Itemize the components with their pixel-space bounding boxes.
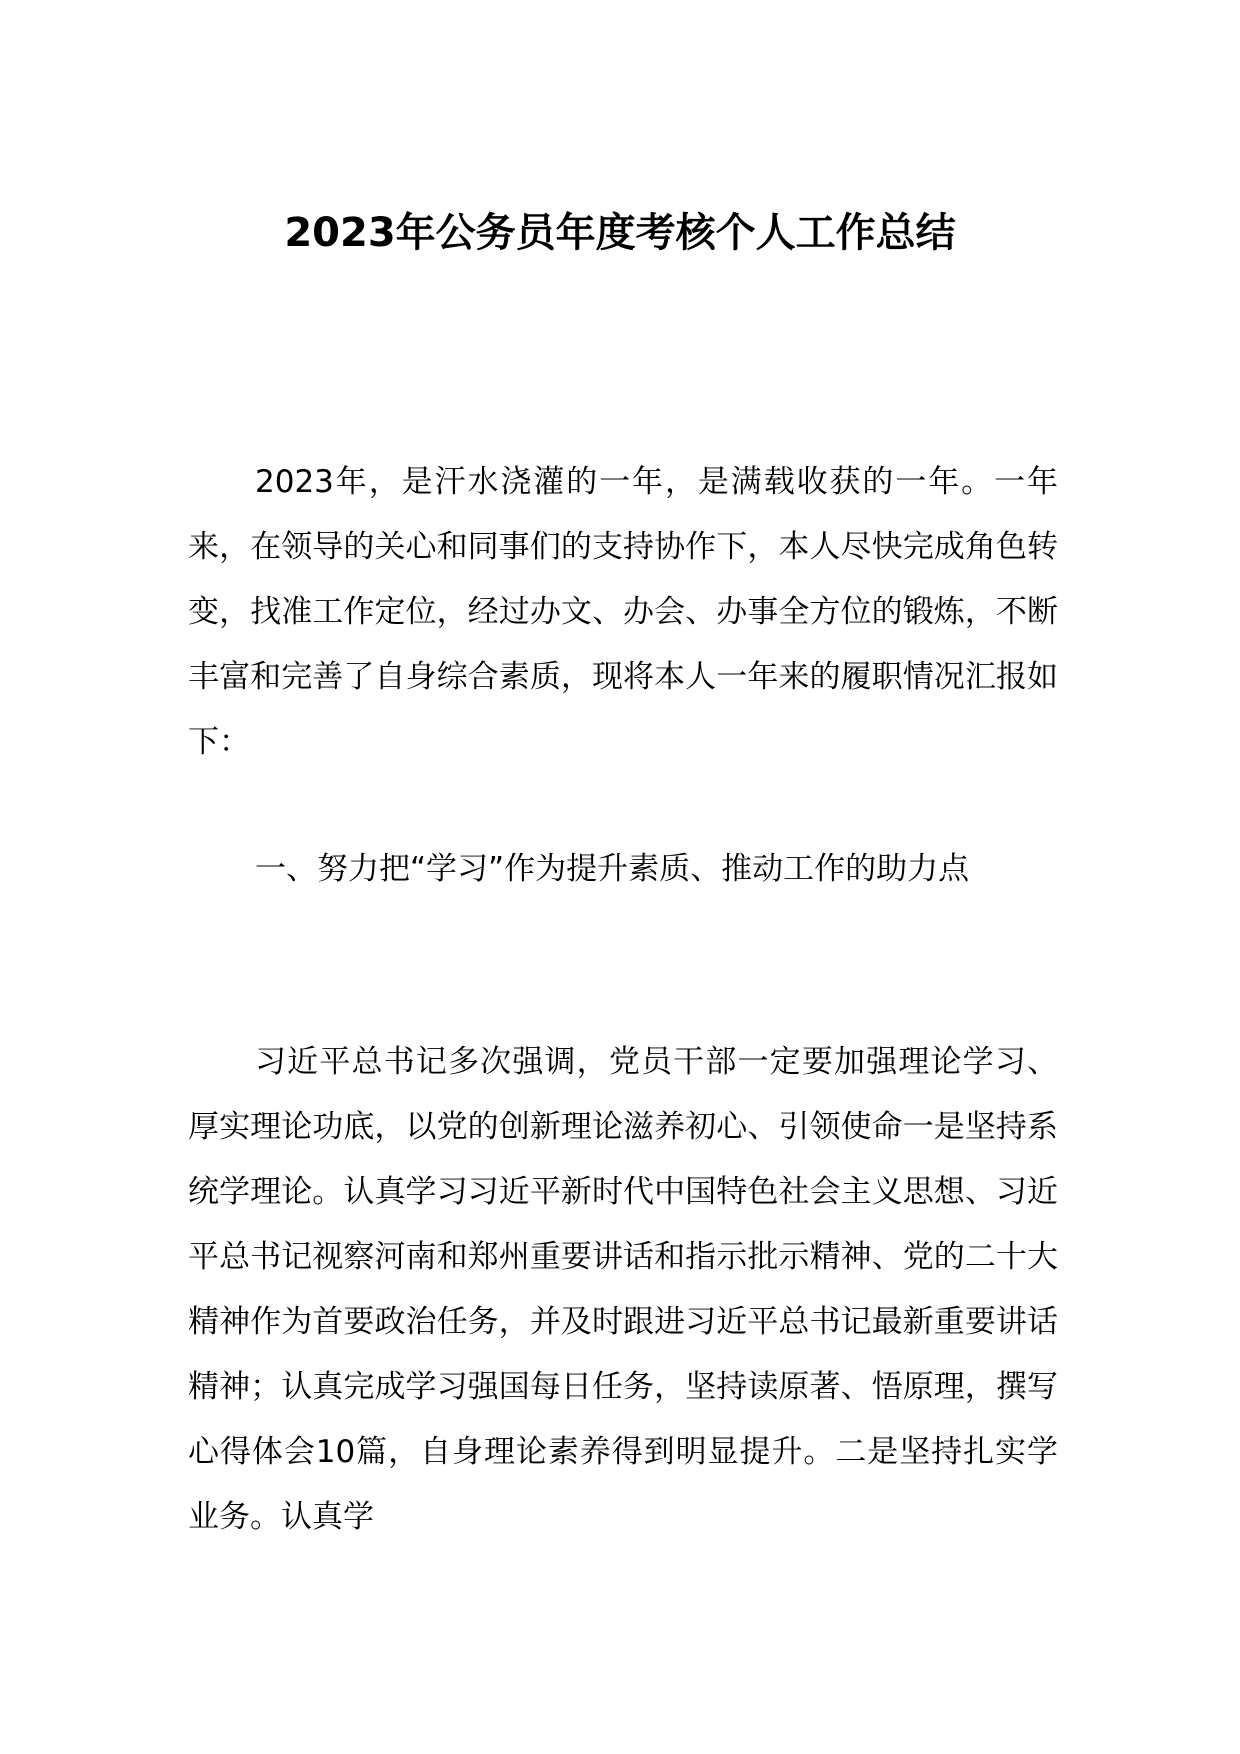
document-title: 2023年公务员年度考核个人工作总结 <box>284 210 956 256</box>
paragraph-intro: 2023年，是汗水浇灌的一年，是满载收获的一年。一年来，在领导的关心和同事们的支持协作下，本人尽快完成角色转变，找准工作定位，经过办文、办会、办事全方位的锻炼，不断丰富和完善了自身综合素质，现将本人一年来的履职情况汇报如下： <box>188 464 1058 760</box>
paragraph-body: 习近平总书记多次强调，党员干部一定要加强理论学习、厚实理论功底，以党的创新理论滋养初心、引领使命一是坚持系统学理论。认真学习习近平新时代中国特色社会主义思想、习近平总书记视察河南和郑州重要讲话和指示批示精神、党的二十大精神作为首要政治任务，并及时跟进习近平总书记最新重要讲话精神；认真完成学习强国每日任务，坚持读原著、悟原理，撰写心得体会10篇，自身理论素养得到明显提升。二是坚持扎实学业务。认真学 <box>188 1044 1058 1535</box>
section-heading-1: 一、努力把“学习”作为提升素质、推动工作的助力点 <box>255 851 970 887</box>
